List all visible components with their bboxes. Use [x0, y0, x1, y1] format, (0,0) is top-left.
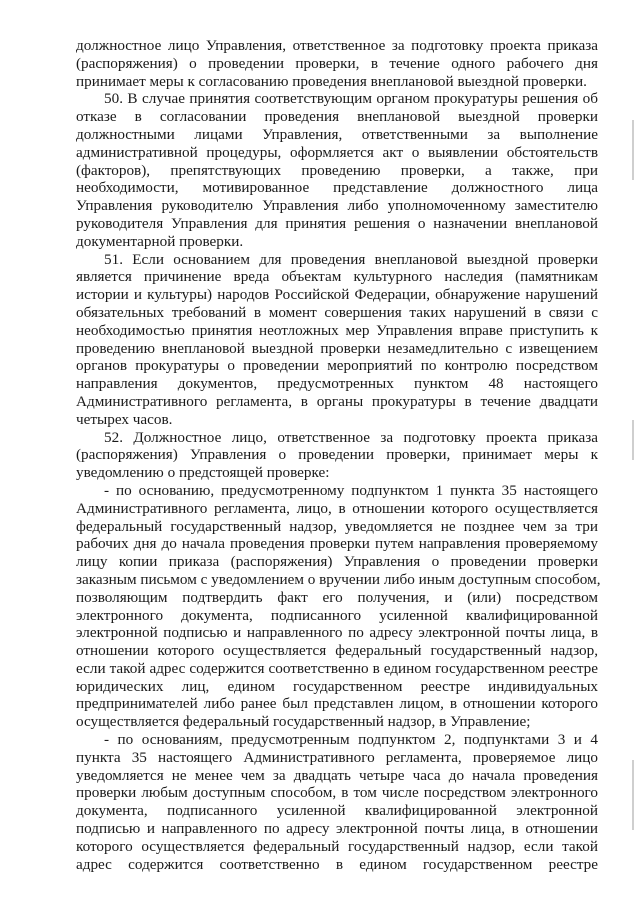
document-line: отношении которого осуществляется федеральный государственный надзор, [76, 642, 598, 660]
document-line: предпринимателей либо ранее был представлен лицом, в отношении которого [76, 695, 598, 713]
document-line: (распоряжения) Управления о проведении проверки, принимает меры к [76, 446, 598, 464]
document-line: проверки любым доступным способом, в том числе посредством электронного [76, 784, 598, 802]
scan-edge-mark [632, 760, 634, 830]
document-line: уведомлению о предстоящей проверке: [76, 464, 330, 482]
document-line: позволяющим подтвердить факт его получения, и (или) посредством [76, 588, 598, 606]
document-line: должностными лицами Управления, ответственными за выполнение [76, 125, 598, 143]
document-line: если такой адрес содержится соответственно в едином государственном реестре [76, 659, 598, 677]
document-line: - по основанию, предусмотренному подпунктом 1 пункта 35 настоящего [104, 481, 598, 499]
document-page [76, 37, 601, 873]
document-line: 52. Должностное лицо, ответственное за подготовку проекта приказа [104, 428, 598, 446]
document-line: лицу копии приказа (распоряжения) Управления о проведении проверки [76, 553, 598, 571]
document-line: направления документов, предусмотренных пунктом 48 настоящего [76, 375, 598, 393]
document-line: документарной проверки. [76, 232, 244, 250]
document-line: юридических лиц, едином государственном реестре индивидуальных [76, 677, 598, 695]
document-line: рабочих дня до начала проведения проверки путем направления проверяемому [76, 535, 598, 553]
document-line: четырех часов. [76, 410, 173, 428]
document-line: 50. В случае принятия соответствующим органом прокуратуры решения об [104, 90, 598, 108]
document-line: обязательных требований в момент совершения таких нарушений в связи с [76, 303, 598, 321]
document-line: (распоряжения) о проведении проверки, в течение одного рабочего дня [76, 54, 598, 72]
document-line: должностное лицо Управления, ответственное за подготовку проекта приказа [76, 37, 598, 54]
document-line: федеральный государственный надзор, уведомляется не позднее чем за три [76, 517, 598, 535]
document-line: пункта 35 настоящего Административного регламента, проверяемое лицо [76, 748, 598, 766]
document-line: которого осуществляется федеральный государственный надзор, если такой [76, 837, 598, 855]
document-line: Управления руководителю Управления либо уполномоченному заместителю [76, 197, 598, 215]
document-line: является причинение вреда объектам культурного наследия (памятникам [76, 268, 598, 286]
document-line: электронного документа, подписанного усиленной квалифицированной [76, 606, 598, 624]
document-line: уведомляется не менее чем за двадцать четыре часа до начала проведения [76, 766, 598, 784]
document-line: адрес содержится соответственно в едином государственном реестре [76, 855, 598, 873]
document-line: (факторов), препятствующих проведению проверки, а также, при [76, 161, 598, 179]
scan-edge-mark [632, 420, 634, 460]
document-line: - по основаниям, предусмотренным подпунктом 2, подпунктами 3 и 4 [104, 731, 598, 749]
document-line: принимает меры к согласованию проведения внеплановой выездной проверки. [76, 72, 587, 90]
document-line: документа, подписанного усиленной квалифицированной электронной [76, 802, 598, 820]
document-line: отказе в согласовании проведения внеплановой выездной проверки [76, 108, 598, 126]
document-line: заказным письмом с уведомлением о вручении либо иным доступным способом, [76, 570, 601, 588]
document-line: 51. Если основанием для проведения внеплановой выездной проверки [104, 250, 598, 268]
document-line: руководителя Управления для принятия решения о назначении внеплановой [76, 214, 598, 232]
document-line: необходимости, мотивированное представление должностного лица [76, 179, 598, 197]
document-line: Административного регламента, лицо, в отношении которого осуществляется [76, 499, 598, 517]
document-line: электронной подписью и направленного по адресу электронной почты лица, в [76, 624, 598, 642]
document-line: административной процедуры, оформляется акт о выявлении обстоятельств [76, 143, 598, 161]
document-line: необходимостью принятия неотложных мер Управления вправе приступить к [76, 321, 598, 339]
document-line: Административного регламента, в органы прокуратуры в течение двадцати [76, 392, 598, 410]
document-line: органов прокуратуры о проведении мероприятий по контролю посредством [76, 357, 598, 375]
document-line: проведению внеплановой выездной проверки незамедлительно с извещением [76, 339, 598, 357]
document-line: истории и культуры) народов Российской Федерации, обнаружение нарушений [76, 286, 598, 304]
document-line: подписью и направленного по адресу электронной почты лица, в отношении [76, 820, 598, 838]
document-line: осуществляется федеральный государственный надзор, в Управление; [76, 713, 531, 731]
scan-edge-mark [632, 120, 634, 180]
